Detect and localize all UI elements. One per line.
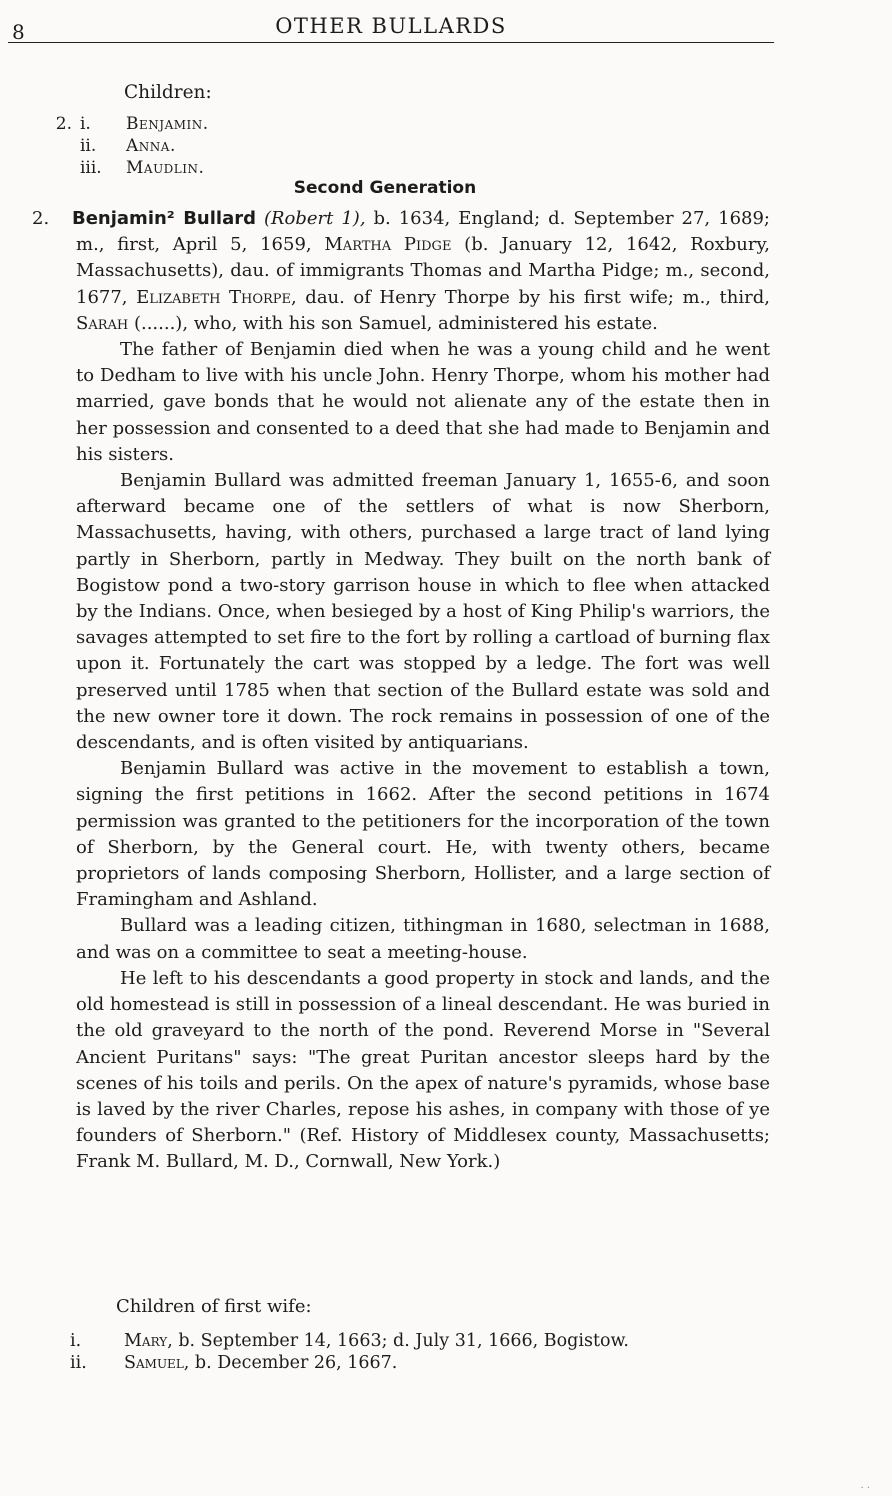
child-roman: i. [80, 114, 91, 134]
scan-mark: . . [860, 1480, 870, 1491]
spouse-name: Sarah [76, 312, 129, 334]
children-first-wife-intro: Children of first wife: [116, 1296, 312, 1317]
child-roman: i. [70, 1331, 82, 1351]
child-number [44, 158, 72, 180]
main-text [20, 206, 770, 1176]
list-item [70, 1352, 629, 1374]
entry-text: (......), who, with his son Samuel, administered his estate. [128, 312, 658, 334]
paragraph: Bullard was a leading citizen, tithingman in 1680, selectman in 1688, and was on a committee to seat a meeting-house. [76, 915, 770, 963]
child-details: , b. December 26, 1667. [183, 1353, 398, 1373]
children-intro: Children: [124, 82, 212, 103]
child-number: 2. [55, 114, 72, 134]
paragraph: The father of Benjamin died when he was a young child and he went to Dedham to live with his uncle John. Henry Thorpe, whom his mother had married, gave bonds that he would not alienate any of the estate then in her possession and consented to a deed that she had made to Benjamin and his sisters. [76, 339, 770, 465]
section-heading: Second Generation [293, 178, 477, 198]
entry-text: (b. January 12, 1642, Roxbury, Massachusetts), dau. of immigrants Thomas and Martha Pidge; m., second, 1677, [76, 234, 770, 308]
page-number: 8 [12, 20, 25, 44]
child-name: Maudlin. [126, 158, 205, 178]
child-name: Anna. [126, 136, 176, 156]
list-item [44, 114, 209, 136]
entry-text: b. 1634, England; d. September 27, 1689; m., first, April 5, 1659, [76, 208, 770, 256]
running-title: OTHER BULLARDS [275, 14, 507, 38]
child-name: Samuel [124, 1353, 184, 1373]
paragraph: Benjamin Bullard was active in the movement to establish a town, signing the first petitions in 1662. After the second petitions in 1674 permission was granted to the petitioners for the incorporation of the town of Sherborn, by the General court. He, with twenty others, became proprietors of lands composing Sherborn, Hollister, and a large section of Framingham and Ashland. [76, 758, 770, 911]
spouse-name: Martha Pidge [324, 234, 452, 256]
paragraph: He left to his descendants a good property in stock and lands, and the old homestead is still in possession of a lineal descendant. He was buried in the old graveyard to the north of the pond. Reverend Morse in "Several Ancient Puritans" says: "The great Puritan ancestor sleeps hard by the scenes of his toils and perils. On the apex of nature's pyramids, whose base is laved by the river Charles, repose his ashes, in company with those of ye founders of Sherborn." (Ref. History of Middlesex county, Massachusetts; Frank M. Bullard, M. D., Cornwall, New York.) [76, 967, 771, 1173]
list-item [70, 1330, 629, 1352]
list-item [44, 158, 209, 180]
paragraph: Benjamin Bullard was admitted freeman January 1, 1655-6, and soon afterward became one of the settlers of what is now Sherborn, Massachusetts, having, with others, purchased a large tract of land lying partly in Sherborn, partly in Medway. They built on the north bank of Bogistow pond a two-story garrison house in which to flee when attacked by the Indians. Once, when besieged by a host of King Philip's warriors, the savages attempted to set fire to the fort by rolling a cartload of burning flax upon it. Fortunately the cart was stopped by a ledge. The fort was well preserved until 1785 when that section of the Bullard estate was sold and the new owner tore it down. The rock remains in possession of one of the descendants, and is often visited by antiquarians. [76, 470, 770, 754]
entry-parentage: (Robert 1), [263, 208, 366, 229]
entry-name: Benjamin² Bullard [72, 208, 256, 229]
children-list [44, 114, 209, 180]
child-roman: iii. [80, 158, 102, 178]
page-header [8, 12, 774, 43]
list-item [44, 136, 209, 158]
children-first-wife-list [70, 1330, 629, 1374]
child-name: Mary [124, 1331, 168, 1351]
genealogy-entry [20, 206, 770, 337]
entry-number: 2. [32, 208, 50, 229]
child-name: Benjamin. [126, 114, 209, 134]
child-roman: ii. [80, 136, 97, 156]
entry-text: , dau. of Henry Thorpe by his first wife; m., third, [291, 286, 770, 308]
child-roman: ii. [70, 1353, 87, 1373]
child-details: , b. September 14, 1663; d. July 31, 1666, Bogistow. [167, 1331, 629, 1351]
spouse-name: Elizabeth Thorpe [136, 286, 292, 308]
child-number [44, 136, 72, 158]
